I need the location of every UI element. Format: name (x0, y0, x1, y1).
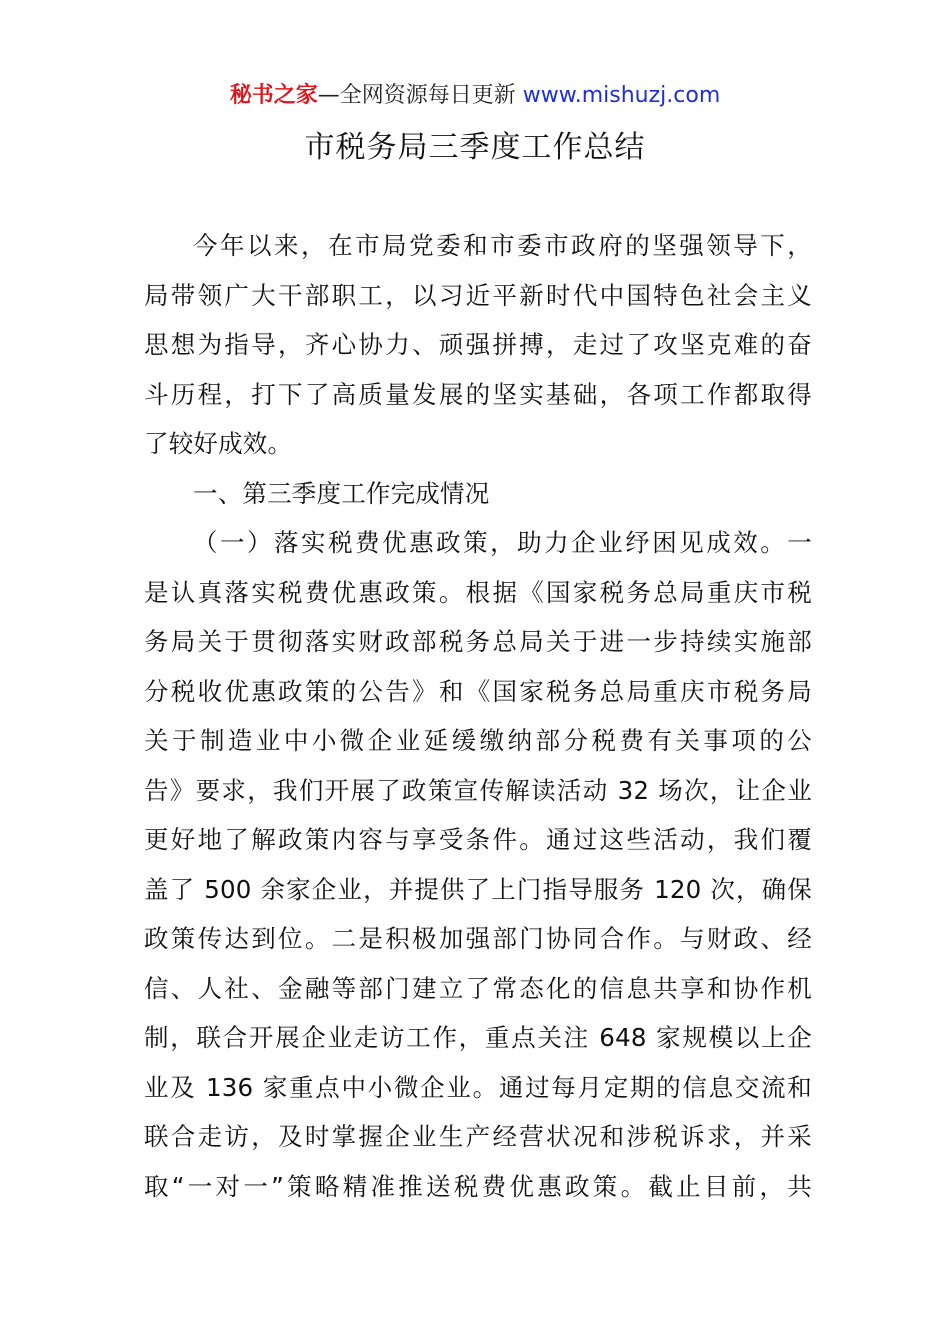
text-line: 更好地了解政策内容与享受条件。通过这些活动，我们覆 (144, 825, 812, 854)
brand-name: 秘书之家 (229, 83, 318, 108)
document-title: 市税务局三季度工作总结 (304, 130, 646, 165)
text-line: 制，联合开展企业走访工作，重点关注 648 家规模以上企 (144, 1023, 812, 1052)
text-line: 关于制造业中小微企业延缓缴纳部分税费有关事项的公 (144, 726, 812, 755)
text-line: 思想为指导，齐心协力、顽强拼搏，走过了攻坚克难的奋 (144, 330, 812, 359)
text-line: 分税收优惠政策的公告》和《国家税务总局重庆市税务局 (144, 676, 812, 706)
text-line: 盖了 500 余家企业，并提供了上门指导服务 120 次，确保 (144, 874, 812, 904)
text-line: 了较好成效。 (144, 429, 293, 458)
text-line: （一）落实税费优惠政策，助力企业纾困见成效。一 (193, 528, 812, 557)
text-line: 局带领广大干部职工，以习近平新时代中国特色社会主义 (144, 280, 812, 310)
text-line: 联合走访，及时掌握企业生产经营状况和涉税诉求，并采 (144, 1122, 812, 1151)
text-line: 斗历程，打下了高质量发展的坚实基础，各项工作都取得 (144, 379, 812, 409)
site-url[interactable]: www.mishuzj.com (522, 83, 721, 108)
text-line: 信、人社、金融等部门建立了常态化的信息共享和协作机 (144, 973, 812, 1003)
text-line: 政策传达到位。二是积极加强部门协同合作。与财政、经 (144, 924, 812, 953)
text-line: 务局关于贯彻落实财政部税务总局关于进一步持续实施部 (144, 627, 812, 656)
text-line: 取“一对一”策略精准推送税费优惠政策。截止目前，共 (144, 1171, 812, 1201)
document-body (144, 221, 812, 1211)
text-line: 今年以来，在市局党委和市委市政府的坚强领导下， (193, 231, 812, 260)
text-line: 告》要求，我们开展了政策宣传解读活动 32 场次，让企业 (144, 775, 812, 805)
text-line: 业及 136 家重点中小微企业。通过每月定期的信息交流和 (144, 1072, 812, 1102)
section-heading: 一、第三季度工作完成情况 (193, 478, 490, 508)
text-line: 是认真落实税费优惠政策。根据《国家税务总局重庆市税 (144, 577, 812, 607)
site-header (0, 80, 950, 112)
header-tagline: —全网资源每日更新 (317, 83, 516, 108)
